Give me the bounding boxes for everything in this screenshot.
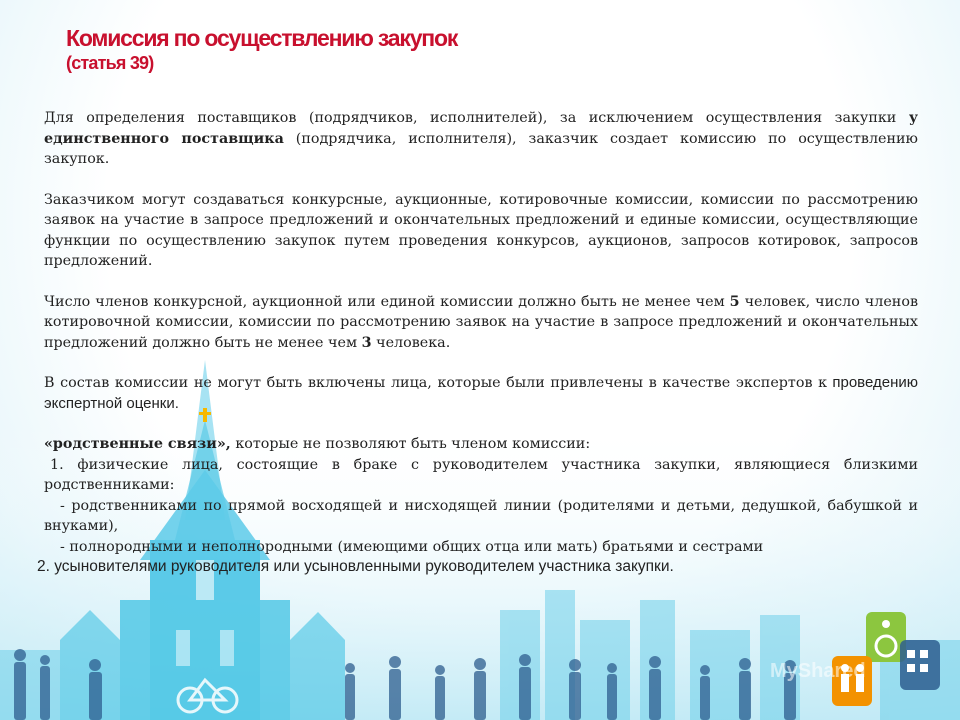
p1-bold: у единственного поставщика — [44, 110, 918, 147]
building-icon — [900, 640, 940, 690]
p4-text-end: проведению экспертной оценки. — [44, 374, 918, 412]
p3-number-3: 3 — [361, 334, 372, 351]
paragraph-3 — [44, 292, 918, 354]
p5-text: которые не позволяют быть членом комиссии: — [230, 436, 591, 452]
list-item-2: 2. усыновителями руководителя или усыновленными руководителем участника закупки. — [37, 558, 674, 575]
p3-number-5: 5 — [729, 293, 740, 310]
title-block — [66, 24, 457, 74]
paragraph-1 — [44, 108, 918, 170]
p1-text: Для определения поставщиков (подрядчиков, исполнителей), за исключением осуществления закупки — [44, 110, 909, 126]
body-text — [44, 108, 918, 557]
p3-text-mid: человек, число членов котировочной комиссии, комиссии по рассмотрению заявок на участие в запросе предложений и окончательных предложений должно быть не менее чем — [44, 293, 918, 351]
paragraph-4 — [44, 373, 918, 414]
paragraph-2: Заказчиком могут создаваться конкурсные, аукционные, котировочные комиссии, комиссии по рассмотрению заявок на участие в запросе предложений и окончательных предложений и единые комиссии, осуществляющие функции по осуществлению закупок путем проведения конкурсов, аукционов, запросов котировок, запросов предложений. — [44, 191, 918, 269]
p3-text-end: человека. — [371, 334, 451, 351]
paragraph-5 — [44, 434, 918, 455]
page-subtitle: (статья 39) — [66, 53, 154, 73]
p5-bold: «родственные связи», — [44, 436, 231, 452]
page-title: Комиссия по осуществлению закупок — [66, 25, 458, 51]
dash-item-1: - родственниками по прямой восходящей и нисходящей линии (родителями и детьми, дедушкой, бабушкой и внуками), — [44, 497, 918, 534]
list-item-1: 1. физические лица, состоящие в браке с руководителем участника закупки, являющиеся близкими родственниками: — [44, 456, 918, 493]
p1-text-end: (подрядчика, исполнителя), заказчик создает комиссию по осуществлению закупок. — [44, 130, 918, 167]
p3-text: Число членов конкурсной, аукционной или единой комиссии должно быть не менее чем — [44, 293, 730, 310]
p4-text: В состав комиссии не могут быть включены лица, которые были привлечены в качестве экспертов к — [44, 375, 828, 391]
watermark: MyShared — [770, 660, 866, 682]
dash-item-2: - полнородными и неполнородными (имеющими общих отца или мать) братьями и сестрами — [60, 538, 764, 555]
